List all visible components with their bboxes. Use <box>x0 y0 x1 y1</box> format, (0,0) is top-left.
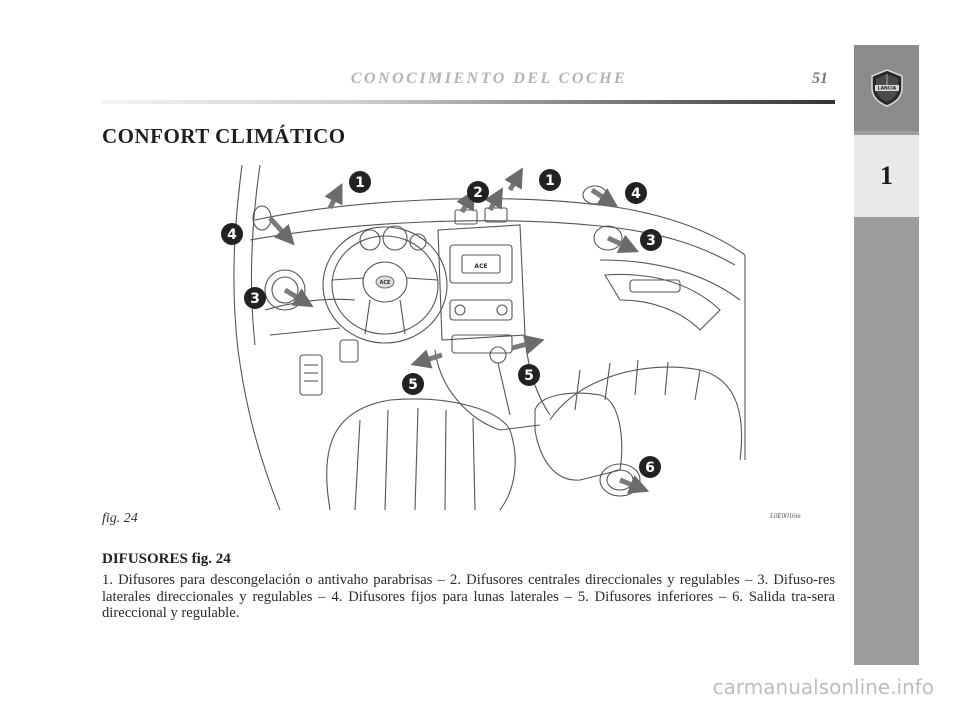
svg-text:6: 6 <box>645 460 655 476</box>
watermark: carmanualsonline.info <box>712 675 934 699</box>
chapter-number: 1 <box>880 161 893 190</box>
callout-2 <box>467 181 489 203</box>
airflow-arrow <box>512 342 535 348</box>
svg-text:5: 5 <box>408 377 418 393</box>
svg-text:4: 4 <box>631 186 641 202</box>
svg-text:3: 3 <box>250 291 260 307</box>
paragraph-heading: DIFUSORES fig. 24 <box>102 551 231 567</box>
airflow-arrow <box>285 290 305 302</box>
callout-6 <box>639 456 661 478</box>
dashboard-vents-illustration <box>180 160 750 512</box>
svg-text:4: 4 <box>227 227 237 243</box>
brand-logo-box <box>854 45 919 131</box>
header-rule <box>102 100 835 104</box>
callout-3-left <box>244 287 266 309</box>
logo-text: LANCIA <box>877 86 897 92</box>
callout-1-right <box>539 169 561 191</box>
svg-text:3: 3 <box>646 233 656 249</box>
paragraph-body: 1. Difusores para descongelación o antivaho parabrisas – 2. Difusores centrales direccionales y regulables – 3. Difuso-res laterales direccionales y regulables – 4. Difusores fijos para lunas laterales – 5. Difusores inferiores – 6. Salida tra-sera direccional y regulable. <box>102 572 835 621</box>
chapter-side-tab <box>854 45 919 665</box>
airflow-arrow <box>510 176 518 190</box>
lancia-shield-icon <box>869 68 905 108</box>
screen-label-group <box>376 263 488 288</box>
radio-screen-label: ACE <box>474 263 488 270</box>
svg-text:1: 1 <box>355 175 365 191</box>
svg-text:5: 5 <box>524 368 534 384</box>
callout-3-right <box>640 229 662 251</box>
figure-caption: fig. 24 <box>102 511 138 526</box>
callout-5-left <box>402 373 424 395</box>
page-number: 51 <box>812 70 828 87</box>
section-title: CONFORT CLIMÁTICO <box>102 124 346 148</box>
chapter-box <box>854 135 919 217</box>
callout-4-left <box>221 223 243 245</box>
dashboard-line-art <box>234 165 745 510</box>
running-header-title: CONOCIMIENTO DEL COCHE <box>350 70 628 87</box>
airflow-arrow <box>330 192 338 208</box>
figure-code: L0E0016m <box>770 512 801 520</box>
airflow-arrow <box>420 355 442 362</box>
svg-text:2: 2 <box>473 185 483 201</box>
callout-4-right <box>625 182 647 204</box>
svg-text:1: 1 <box>545 173 555 189</box>
wheel-badge-label: ACE <box>379 280 391 286</box>
callout-5-right <box>518 364 540 386</box>
callout-1-left <box>349 171 371 193</box>
airflow-arrow <box>608 238 630 248</box>
